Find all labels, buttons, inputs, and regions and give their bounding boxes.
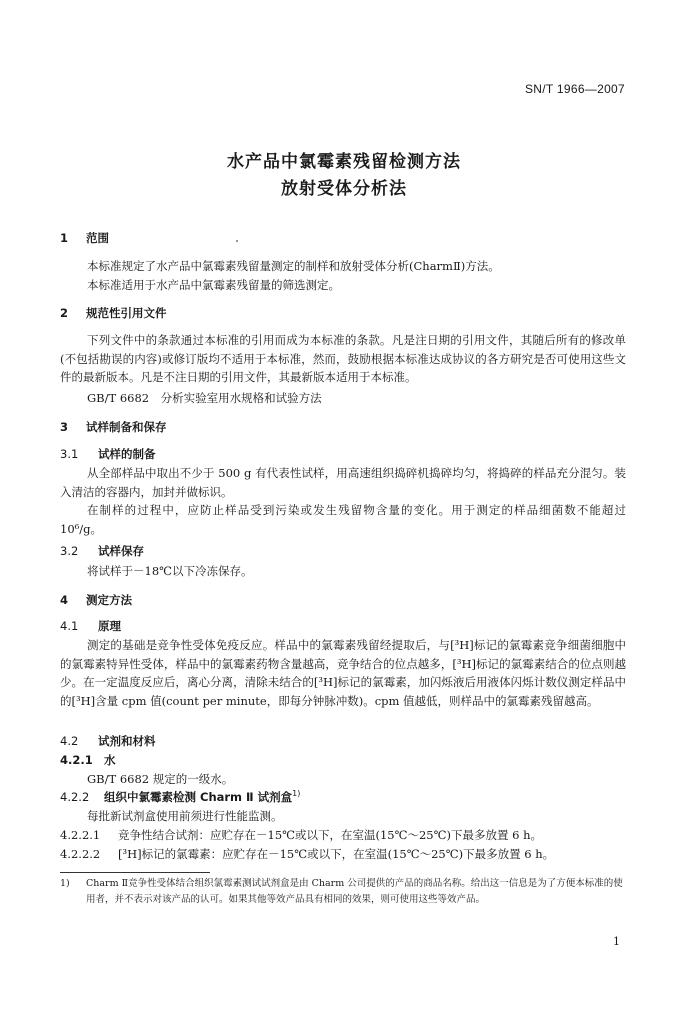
section-4-2-1-title: 水 [104,753,116,767]
section-3-2-heading [60,543,144,559]
title-line-1: 水产品中氯霉素残留检测方法 [227,152,461,172]
section-2-number: 2 [60,306,69,320]
section-1-heading [60,230,109,246]
section-3-title: 试样制备和保存 [86,420,167,434]
section-4-2-1-heading [60,752,116,768]
section-4-1-title: 原理 [98,619,121,633]
section-4-1-para-1: 测定的基础是竞争性受体免疫反应。样品中的氯霉素残留经提取后，与[³H]标记的氯霉素竞争细菌细胞中的氯霉素特异性受体，样品中的氯霉素药物含量越高，竞争结合的位点越多，[³H]标记的氯霉素结合的位点则越少。在一定温度反应后，离心分离，清除未结合的[³H]标记的氯霉素，加闪烁液后用液体闪烁计数仪测定样品中的[³H]含量 cpm 值(count per minute，即每分钟脉冲数)。cpm 值越低，则样品中的氯霉素残留越高。 [60,638,626,708]
section-4-2-2-1-item [60,826,542,845]
section-4-2-2-1-number: 4.2.2.1 [60,828,101,842]
section-1-para-1: 本标准规定了水产品中氯霉素残留量测定的制样和放射受体分析(CharmⅡ)方法。 [87,259,500,273]
section-2-para-1: 下列文件中的条款通过本标准的引用而成为本标准的条款。凡是注日期的引用文件，其随后所有的修改单(不包括勘误的内容)或修订版均不适用于本标准，然而，鼓励根据本标准达成协议的各方研究是否可使用这些文件的最新版本。凡是不注日期的引用文件，其最新版本适用于本标准。 [60,333,626,385]
footnote-reference[interactable]: 1) [292,789,301,799]
section-4-2-heading [60,733,156,749]
section-4-1-heading [60,618,121,634]
title-line-2: 放射受体分析法 [281,179,407,199]
section-3-2-number: 3.2 [60,544,79,558]
footnote [60,876,626,907]
section-4-2-title: 试剂和材料 [98,734,156,748]
footnote-text: Charm Ⅱ竞争性受体结合组织氯霉素测试试剂盒是由 Charm 公司提供的产品的商品名称。给出这一信息是为了方便本标准的使用者，并不表示对该产品的认可。如果其他等效产品具有相同的效果，则可使用这些等效产品。 [86,878,623,905]
section-3-2-para-1: 将试样于－18℃以下冷冻保存。 [87,564,253,578]
section-3-number: 3 [60,420,69,434]
section-3-1-para-1: 从全部样品中取出不少于 500 g 有代表性试样，用高速组织捣碎机捣碎均匀，将捣碎的样品充分混匀。装入清洁的容器内，加封并做标识。 [60,466,626,499]
section-1-title: 范围 [86,231,109,245]
section-3-1-heading [60,446,156,462]
section-3-1-para-2: 在制样的过程中，应防止样品受到污染或发生残留物含量的变化。用于测定的样品细菌数不能超过 10⁶/g。 [60,503,626,536]
section-3-1-number: 3.1 [60,447,79,461]
footnote-mark: 1) [60,878,70,889]
section-4-2-2-2-number: 4.2.2.2 [60,847,101,861]
section-4-2-1-para-1: GB/T 6682 规定的一级水。 [87,772,234,786]
section-4-2-1-number: 4.2.1 [60,753,93,767]
section-2-title: 规范性引用文件 [86,306,167,320]
section-1-para-2: 本标准适用于水产品中氯霉素残留量的筛选测定。 [87,278,340,292]
section-2-heading [60,305,167,321]
page-number: 1 [613,935,620,948]
section-4-title: 测定方法 [86,593,132,607]
footnote-rule [60,872,210,873]
section-4-heading [60,592,132,608]
section-4-2-2-1-text: 竞争性结合试剂：应贮存在－15℃或以下，在室温(15℃～25℃)下最多放置 6 h。 [118,828,542,842]
standard-code: SN/T 1966—2007 [524,82,625,96]
scan-speck [236,240,238,242]
section-3-1-title: 试样的制备 [98,447,156,461]
section-3-2-title: 试样保存 [98,544,144,558]
section-4-2-2-2-item [60,845,554,864]
section-4-2-2-number: 4.2.2 [60,790,90,804]
section-1-number: 1 [60,231,69,245]
section-4-2-2-2-text: [³H]标记的氯霉素：应贮存在－15℃或以下，在室温(15℃～25℃)下最多放置 6 h。 [118,847,555,861]
section-4-1-number: 4.1 [60,619,79,633]
section-4-2-2-heading [60,789,300,805]
section-4-2-2-para-1: 每批新试剂盒使用前须进行性能监测。 [87,809,283,823]
section-4-number: 4 [60,593,69,607]
section-4-2-2-title: 组织中氯霉素检测 Charm Ⅱ 试剂盒 [104,790,293,804]
section-4-2-number: 4.2 [60,734,79,748]
section-3-heading [60,419,167,435]
section-2-reference: GB/T 6682 分析实验室用水规格和试验方法 [87,391,322,405]
